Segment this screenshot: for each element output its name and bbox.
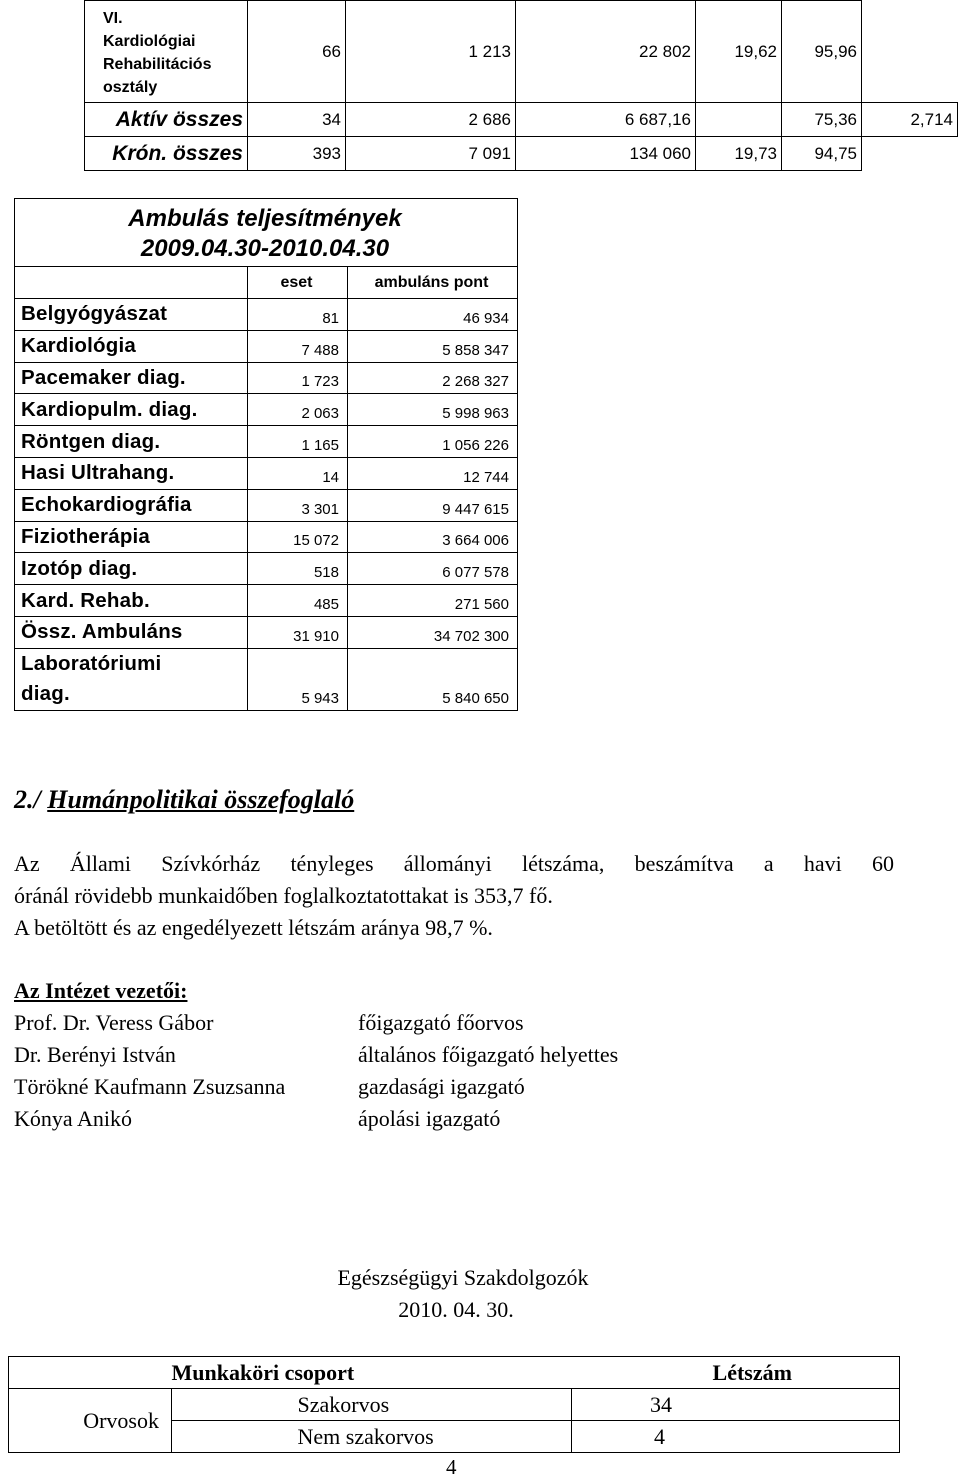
table-row	[85, 103, 958, 137]
table-row	[15, 362, 518, 394]
table-row	[9, 1357, 900, 1389]
table-row	[15, 489, 518, 521]
table-row	[15, 553, 518, 585]
leader-role: általános főigazgató helyettes	[358, 1042, 619, 1067]
row-label-line: Laboratóriumi	[21, 652, 162, 676]
row-label: Fiziotherápia	[15, 521, 248, 553]
column-header: Munkaköri csoport	[172, 1357, 572, 1389]
column-header: Létszám	[572, 1357, 900, 1389]
leader-role: ápolási igazgató	[358, 1106, 501, 1131]
row-label	[15, 648, 248, 710]
dept-label-line: Kardiológiai	[103, 33, 196, 50]
row-label: Össz. Ambuláns	[15, 616, 248, 648]
eset-cell: 81	[248, 299, 348, 331]
eset-cell: 1 723	[248, 362, 348, 394]
row-label: Kard. Rehab.	[15, 585, 248, 617]
table-cell: 75,36	[782, 103, 862, 137]
pont-cell: 2 268 327	[348, 362, 518, 394]
table-row	[15, 330, 518, 362]
table-cell	[862, 137, 958, 171]
staff-heading: Egészségügyi Szakdolgozók	[337, 1265, 589, 1290]
eset-cell: 2 063	[248, 394, 348, 426]
leader-name: Prof. Dr. Veress Gábor	[14, 1010, 214, 1035]
table-row	[15, 457, 518, 489]
pont-cell: 271 560	[348, 585, 518, 617]
leaders-heading: Az Intézet vezetői:	[14, 978, 188, 1003]
row-label: Pacemaker diag.	[15, 362, 248, 394]
dept-label-line: osztály	[103, 79, 158, 96]
staff-date: 2010. 04. 30.	[398, 1297, 514, 1322]
pont-cell: 5 840 650	[348, 648, 518, 710]
table-cell: 66	[248, 1, 346, 103]
eset-cell: 14	[248, 457, 348, 489]
ambulance-table	[14, 198, 518, 711]
table-row	[15, 267, 518, 299]
table-cell: 94,75	[782, 137, 862, 171]
ambulance-title-line: Ambulás teljesítmények	[128, 204, 402, 232]
section-title: Humánpolitikai összefoglaló	[47, 785, 355, 814]
table-cell: 1 213	[346, 1, 516, 103]
row-label: Hasi Ultrahang.	[15, 457, 248, 489]
table-cell: 7 091	[346, 137, 516, 171]
paragraph-line: Az Állami Szívkórház tényleges állományi létszáma, beszámítva a havi 60	[14, 851, 894, 876]
table-cell: 19,73	[696, 137, 782, 171]
pont-cell: 12 744	[348, 457, 518, 489]
column-header: ambuláns pont	[348, 267, 518, 299]
table-row	[15, 616, 518, 648]
role-cell: Szakorvos	[292, 1389, 572, 1421]
pont-cell: 9 447 615	[348, 489, 518, 521]
pont-cell: 6 077 578	[348, 553, 518, 585]
row-label: Röntgen diag.	[15, 426, 248, 458]
count-cell: 34	[572, 1389, 900, 1421]
pont-cell: 1 056 226	[348, 426, 518, 458]
row-label: Echokardiográfia	[15, 489, 248, 521]
table-row	[15, 299, 518, 331]
row-label: Kardiológia	[15, 330, 248, 362]
sum-label: Aktív összes	[85, 103, 248, 137]
pont-cell: 5 858 347	[348, 330, 518, 362]
eset-cell: 518	[248, 553, 348, 585]
paragraph-line: óránál rövidebb munkaidőben foglalkoztatottakat is 353,7 fő.	[14, 883, 553, 908]
pont-cell: 34 702 300	[348, 616, 518, 648]
dept-label-line: VI.	[103, 10, 123, 27]
eset-cell: 7 488	[248, 330, 348, 362]
eset-cell: 15 072	[248, 521, 348, 553]
dept-label-cell	[85, 1, 248, 103]
ambulance-title	[15, 199, 518, 267]
table-cell	[696, 103, 782, 137]
eset-cell: 5 943	[248, 648, 348, 710]
sum-label: Krón. összes	[85, 137, 248, 171]
pont-cell: 3 664 006	[348, 521, 518, 553]
ambulance-title-line: 2009.04.30-2010.04.30	[140, 234, 390, 262]
table-row	[9, 1389, 900, 1421]
leader-name: Dr. Berényi István	[14, 1042, 176, 1067]
table-row	[15, 585, 518, 617]
page-number: 4	[446, 1455, 457, 1479]
table-cell: 2 686	[346, 103, 516, 137]
eset-cell: 485	[248, 585, 348, 617]
table-cell: 2,714	[862, 103, 958, 137]
table-cell: 6 687,16	[516, 103, 696, 137]
stats-table	[84, 0, 958, 171]
table-cell: 95,96	[782, 1, 862, 103]
pont-cell: 5 998 963	[348, 394, 518, 426]
pont-cell: 46 934	[348, 299, 518, 331]
table-row	[85, 137, 958, 171]
table-row	[85, 1, 958, 103]
table-cell: 22 802	[516, 1, 696, 103]
section-heading	[14, 784, 354, 816]
group-cell: Orvosok	[9, 1389, 172, 1453]
table-cell: 19,62	[696, 1, 782, 103]
leader-name: Kónya Anikó	[14, 1106, 132, 1131]
section-number: 2./	[14, 785, 41, 814]
leader-name: Törökné Kaufmann Zsuzsanna	[14, 1074, 286, 1099]
row-label-line: diag.	[21, 682, 70, 706]
leader-role: főigazgató főorvos	[358, 1010, 524, 1035]
table-row	[15, 521, 518, 553]
table-row	[15, 199, 518, 267]
row-label: Kardiopulm. diag.	[15, 394, 248, 426]
column-header: eset	[248, 267, 348, 299]
table-cell: 393	[248, 137, 346, 171]
eset-cell: 1 165	[248, 426, 348, 458]
ambulance-rows	[15, 299, 518, 649]
table-row	[15, 648, 518, 710]
staff-table	[8, 1356, 900, 1453]
leader-role: gazdasági igazgató	[358, 1074, 525, 1099]
eset-cell: 31 910	[248, 616, 348, 648]
table-cell: 134 060	[516, 137, 696, 171]
eset-cell: 3 301	[248, 489, 348, 521]
dept-label-line: Rehabilitációs	[103, 56, 212, 73]
paragraph-line: A betöltött és az engedélyezett létszám aránya 98,7 %.	[14, 915, 493, 940]
table-row	[15, 426, 518, 458]
table-cell: 34	[248, 103, 346, 137]
role-cell: Nem szakorvos	[292, 1421, 572, 1453]
row-label: Belgyógyászat	[15, 299, 248, 331]
table-row	[15, 394, 518, 426]
count-cell: 4	[572, 1421, 900, 1453]
row-label: Izotóp diag.	[15, 553, 248, 585]
